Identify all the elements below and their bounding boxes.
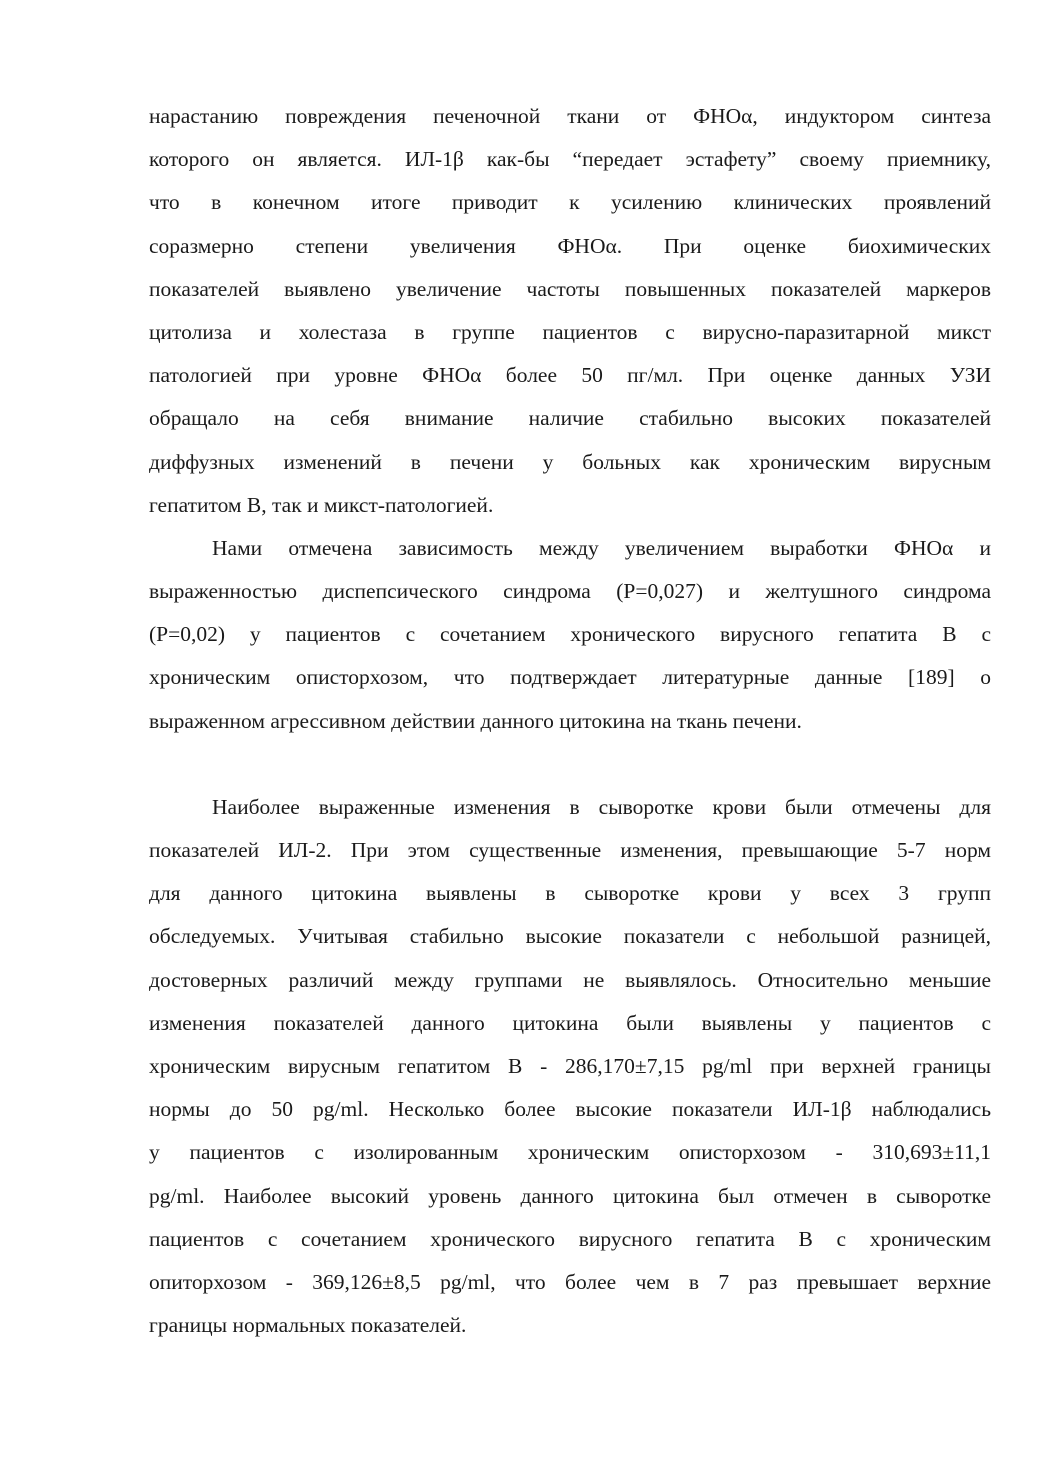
text-line: опиторхозом - 369,126±8,5 pg/ml, что более чем в 7 раз превышает верхние — [149, 1269, 991, 1294]
text-line: обращало на себя внимание наличие стабильно высоких показателей — [149, 406, 991, 431]
text-line: нормы до 50 pg/ml. Несколько более высокие показатели ИЛ-1β наблюдались — [149, 1097, 991, 1122]
text-line: показателей выявлено увеличение частоты повышенных показателей маркеров — [149, 276, 991, 301]
text-line: pg/ml. Наиболее высокий уровень данного цитокина был отмечен в сыворотке — [149, 1183, 991, 1208]
text-line: нарастанию повреждения печеночной ткани от ФНОα, индуктором синтеза — [149, 104, 992, 128]
text-line: обследуемых. Учитывая стабильно высокие показатели с небольшой разницей, — [149, 924, 991, 949]
text-line: хроническим вирусным гепатитом В - 286,170±7,15 pg/ml при верхней границы — [149, 1053, 991, 1078]
text-line: выраженном агрессивном действии данного цитокина на ткань печени. — [149, 708, 802, 733]
text-line: соразмерно степени увеличения ФНОα. При оценке биохимических — [149, 233, 991, 258]
text-line: цитолиза и холестаза в группе пациентов с вирусно-паразитарной микст — [149, 319, 991, 344]
text-line: Наиболее выраженные изменения в сыворотке крови были отмечены для — [212, 794, 991, 819]
text-line: Нами отмечена зависимость между увеличением выработки ФНОα и — [212, 535, 991, 560]
text-line: которого он является. ИЛ-1β как-бы “передает эстафету” своему приемнику, — [149, 147, 991, 172]
paragraph-2 — [149, 527, 991, 743]
text-line: границы нормальных показателей. — [149, 1313, 467, 1338]
text-line: гепатитом В, так и микст-патологией. — [149, 492, 494, 517]
text-line: изменения показателей данного цитокина были выявлены у пациентов с — [149, 1010, 991, 1035]
text-line: достоверных различий между группами не выявлялось. Относительно меньшие — [149, 967, 991, 992]
paragraph-3 — [149, 786, 991, 1347]
text-line: пациентов с сочетанием хронического вирусного гепатита В с хроническим — [149, 1226, 991, 1251]
text-line: выраженностью диспепсического синдрома (Р=0,027) и желтушного синдрома — [149, 579, 991, 604]
text-line: хроническим описторхозом, что подтверждает литературные данные [189] о — [149, 665, 991, 690]
paragraph-spacer — [149, 743, 991, 786]
text-line: диффузных изменений в печени у больных как хроническим вирусным — [149, 449, 991, 474]
document-page — [149, 95, 991, 1347]
text-line: у пациентов с изолированным хроническим описторхозом - 310,693±11,1 — [149, 1140, 991, 1165]
text-line: для данного цитокина выявлены в сыворотке крови у всех 3 групп — [149, 881, 991, 906]
text-line: (Р=0,02) у пациентов с сочетанием хронического вирусного гепатита В с — [149, 622, 991, 647]
text-line: показателей ИЛ-2. При этом существенные изменения, превышающие 5-7 норм — [149, 838, 991, 862]
paragraph-1 — [149, 95, 991, 527]
text-line: патологией при уровне ФНОα более 50 пг/мл. При оценке данных УЗИ — [149, 363, 991, 388]
text-line: что в конечном итоге приводит к усилению клинических проявлений — [149, 190, 991, 215]
